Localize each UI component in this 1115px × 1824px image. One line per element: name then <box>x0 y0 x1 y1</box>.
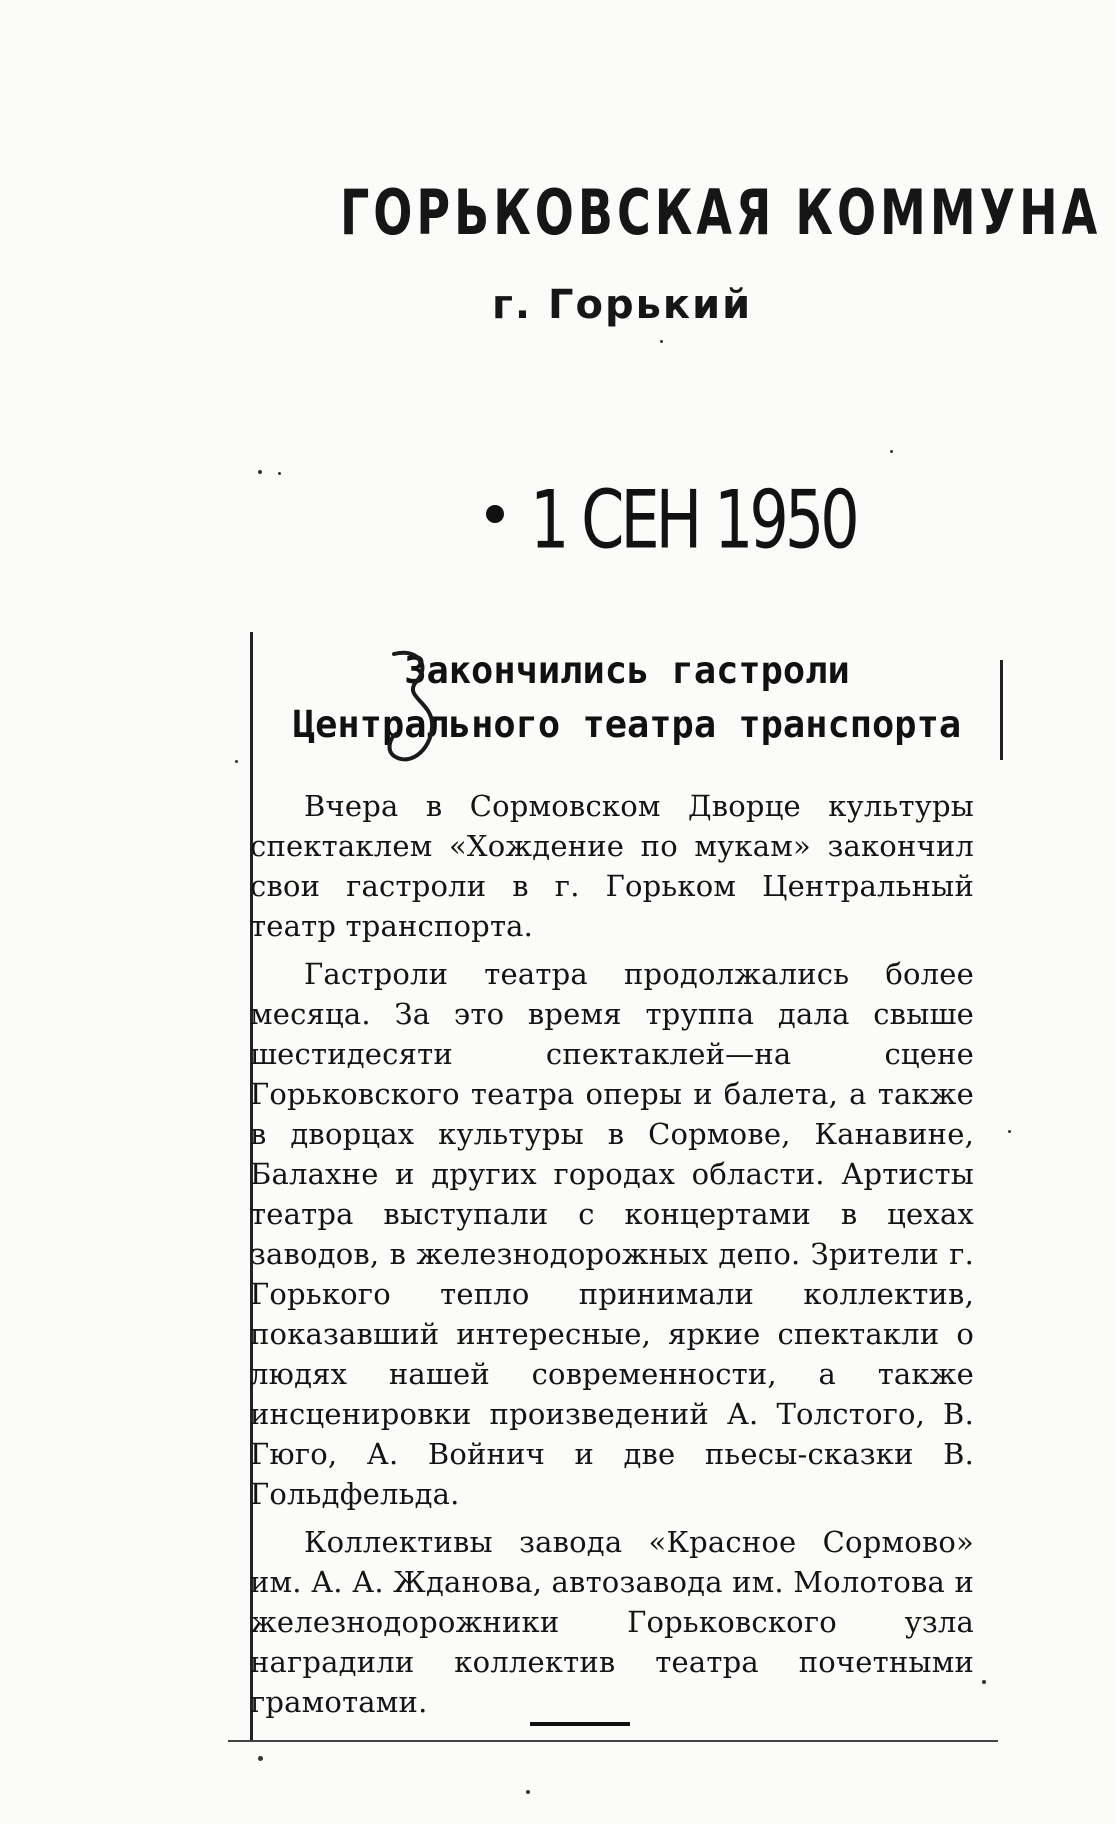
article-body <box>250 786 974 1730</box>
print-speck <box>1008 1130 1011 1133</box>
column-rule-right <box>1000 660 1003 760</box>
print-speck <box>258 1756 263 1761</box>
handwritten-mark <box>386 646 446 776</box>
print-speck <box>278 472 281 475</box>
date-stamp: 1 СЕН 1950 <box>530 472 856 567</box>
print-speck <box>258 470 262 474</box>
print-speck <box>526 1790 530 1794</box>
print-speck <box>982 1680 986 1684</box>
headline-line-1: Закончились гастроли <box>404 649 850 692</box>
newspaper-stamp: ГОРЬКОВСКАЯ КОММУНА <box>340 176 1102 249</box>
article-paragraph: Вчера в Сормовском Дворце культуры спектаклем «Хождение по мукам» закончил свои гастроли в г. Горьком Центральный театр транспорта. <box>250 789 974 943</box>
article-end-rule <box>530 1722 630 1726</box>
print-speck <box>660 340 663 343</box>
article-headline <box>262 644 992 752</box>
article-paragraph: Гастроли театра продолжались более месяца. За это время труппа дала свыше шестидесяти спектаклей—на сцене Горьковского театра оперы и балета, а также в дворцах культуры в Сормове, Канавине, Балахне и других городах области. Артисты театра выступали с концертами в цехах заводов, в железнодорожных депо. Зрители г. Горького тепло принимали коллектив, показавший интересные, яркие спектакли о людях нашей современности, а также инсценировки произведений А. Толстого, В. Гюго, А. Войнич и две пьесы-сказки В. Гольдфельда. <box>250 957 974 1511</box>
print-speck <box>890 450 893 453</box>
print-speck <box>235 760 238 763</box>
headline-line-2: Центрального театра транспорта <box>292 703 962 746</box>
clipping-bottom-rule <box>228 1740 998 1742</box>
date-stamp-dot <box>486 505 504 523</box>
city-stamp: г. Горький <box>492 282 753 328</box>
article-paragraph: Коллективы завода «Красное Сормово» им. А. А. Жданова, автозавода им. Молотова и железнодорожники Горьковского узла наградили коллектив театра почетными грамотами. <box>250 1525 974 1719</box>
